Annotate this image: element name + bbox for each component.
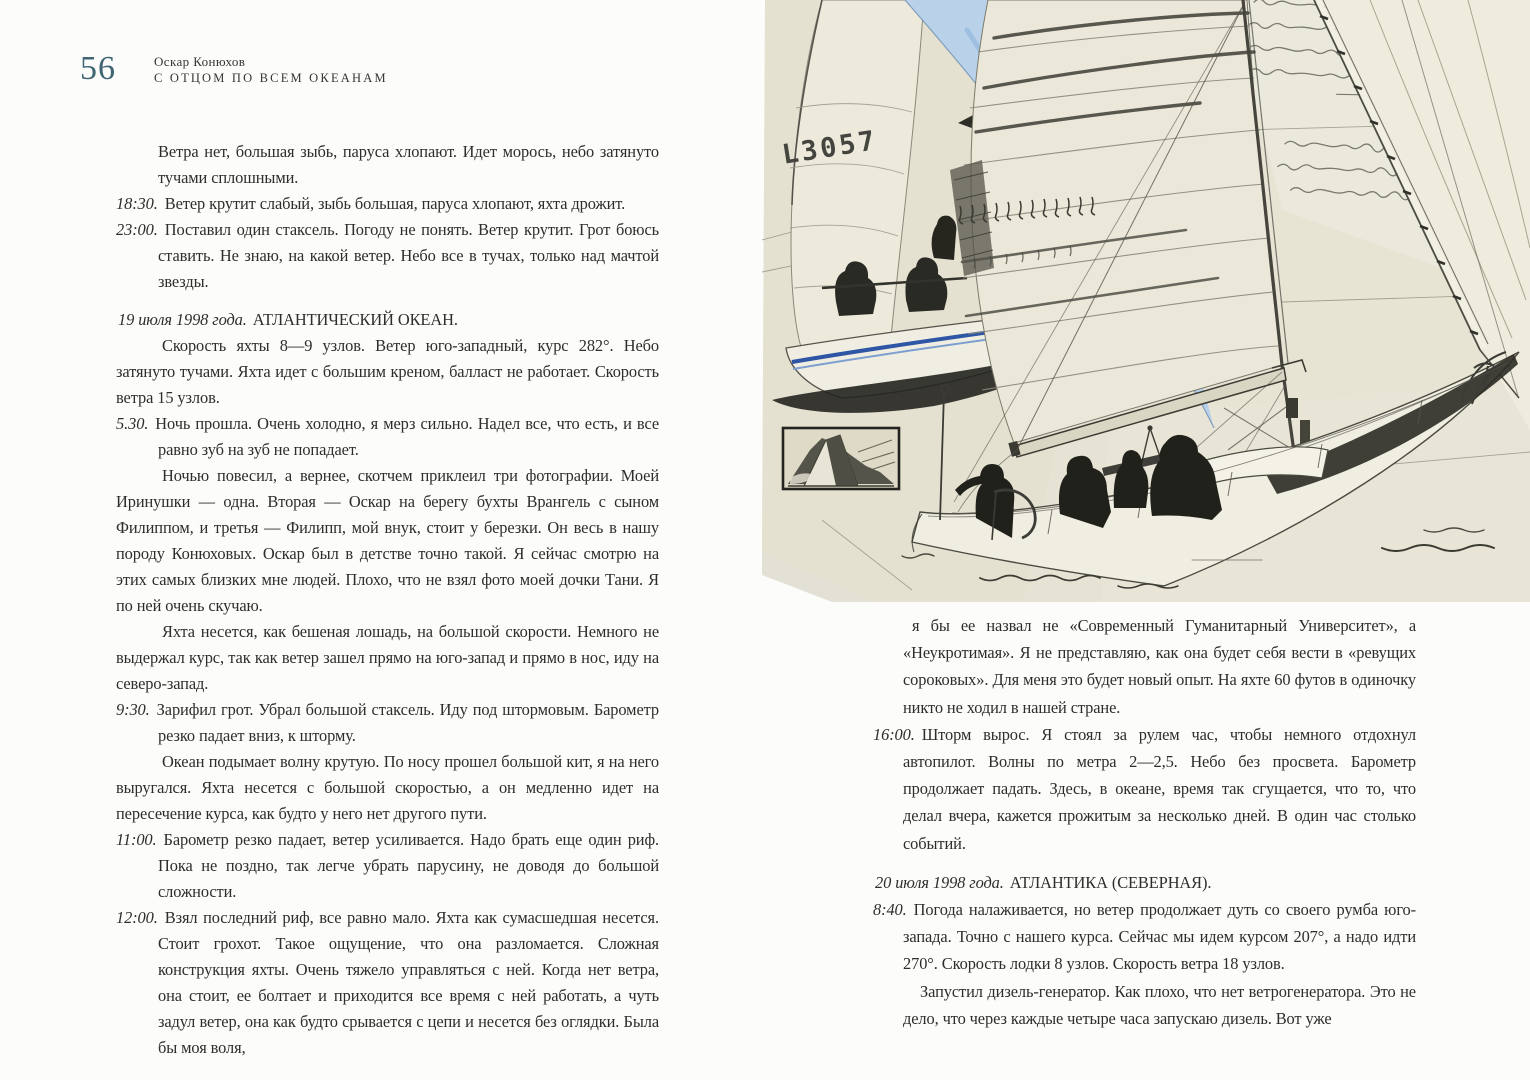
diary-entry [116, 905, 659, 1061]
book-title: С ОТЦОМ ПО ВСЕМ ОКЕАНАМ [154, 71, 388, 85]
diary-entry [116, 411, 659, 463]
diary-entry [116, 217, 659, 295]
page-header [80, 52, 388, 86]
entry-text: Ветер крутит слабый, зыбь большая, паруса хлопают, яхта дрожит. [164, 194, 626, 213]
entry-time: 23:00. [116, 220, 158, 239]
entry-text: Поставил один стаксель. Погоду не понять. Ветер крутит. Грот боюсь ставить. Не знаю, на какой ветер. Небо все в тучах, только над мачтой звезды. [158, 220, 659, 291]
entry-date: 20 июля 1998 года. [875, 872, 1004, 892]
entry-text: Погода налаживается, но ветер продолжает дуть со своего румба юго-запада. Точно с нашего курса. Сейчас мы идем курсом 207°, а надо идти 270°. Скорость лодки 8 узлов. Скорость ветра 18 узлов. [903, 900, 1416, 974]
entry-text: Ночь прошла. Очень холодно, я мерз сильно. Надел все, что есть, и все равно зуб на зуб не попадает. [155, 414, 659, 459]
entry-time: 8:40. [873, 900, 907, 920]
left-page-text [116, 139, 659, 1061]
entry-place: АТЛАНТИЧЕСКИЙ ОКЕАН. [252, 310, 458, 329]
entry-time: 5.30. [116, 414, 149, 433]
diary-entry [873, 721, 1416, 857]
diary-entry [116, 827, 659, 905]
entry-time: 18:30. [116, 194, 158, 213]
entry-text: Барометр резко падает, ветер усиливается. Надо брать еще один риф. Пока не поздно, так легче убрать парусину, не доводя до большой сложности. [158, 830, 659, 901]
right-page-text [873, 612, 1416, 1032]
diary-paragraph: Ветра нет, большая зыбь, паруса хлопают. Идет морось, небо затянуто тучами сплошными. [158, 142, 659, 187]
entry-time: 11:00. [116, 830, 157, 849]
entry-date: 19 июля 1998 года. [118, 310, 247, 329]
running-title [154, 54, 388, 86]
page-number: 56 [80, 50, 116, 87]
diary-paragraph: Яхта несется, как бешеная лошадь, на большой скорости. Немного не выдержал курс, так как ветер зашел прямо на юго-запад и прямо в нос, иду на северо-запад. [116, 622, 659, 693]
entry-place: АТЛАНТИКА (СЕВЕРНАЯ). [1009, 872, 1212, 892]
entry-text: Взял последний риф, все равно мало. Яхта как сумасшедшая несется. Стоит грохот. Такое ощущение, что она разломается. Сложная конструкция яхты. Очень тяжело управляться с ней. Когда нет ветра, она стоит, ее болтает и приходится все время с ней работать, а чуть задул ветер, она как будто срывается с цепи и несется без оглядки. Была бы моя воля, [158, 908, 659, 1057]
entry-time: 12:00. [116, 908, 158, 927]
foreground-mainsail [950, 0, 1282, 443]
diary-entry [116, 191, 659, 217]
entry-time: 9:30. [116, 700, 150, 719]
diary-paragraph: Запустил дизель-генератор. Как плохо, что нет ветрогенератора. Это не дело, что через каждые четыре часа запускаю дизель. Вот уже [903, 981, 1416, 1028]
diary-paragraph: Скорость яхты 8—9 узлов. Ветер юго-западный, курс 282°. Небо затянуто тучами. Яхта идет с большим креном, балласт не работает. Скорость ветра 15 узлов. [116, 336, 659, 407]
entry-text: Шторм вырос. Я стоял за рулем час, чтобы немного отдохнул автопилот. Волны по метра 2—2,5. Небо без просвета. Барометр продолжает падать. Здесь, в океане, время так сгущается, что то, что делал вчера, кажется прожитым за несколько дней. В один час столько событий. [903, 724, 1416, 853]
diary-paragraph: я бы ее назвал не «Современный Гуманитарный Университет», а «Неукротимая». Я не представляю, как она будет себя вести в «ревущих сороковых». Для меня это будет новый опыт. На яхте 60 футов в одиночку никто не ходил в нашей стране. [903, 616, 1416, 717]
entry-text: Зарифил грот. Убрал большой стаксель. Иду под штормовым. Барометр резко падает вниз, к шторму. [156, 700, 659, 745]
diary-paragraph: Океан подымает волну крутую. По носу прошел большой кит, я на него выругался. Яхта несется с большой скоростью, а он медленно идет на пересечение курса, как будто у него нет другого пути. [116, 752, 659, 823]
date-heading [873, 869, 1416, 896]
author-name: Оскар Конюхов [154, 54, 246, 69]
diary-entry [873, 896, 1416, 978]
entry-time: 16:00. [873, 724, 915, 744]
yacht-sketch-illustration [762, 0, 1530, 602]
diary-entry [116, 697, 659, 749]
mountain-vignette [783, 428, 899, 489]
date-heading [116, 307, 659, 333]
diary-paragraph: Ночью повесил, а вернее, скотчем приклеил три фотографии. Моей Иринушки — одна. Вторая — Оскар на берегу бухты Врангель с сыном Филиппом, и третья — Филипп, мой внук, стоит у березки. Он весь в нашу породу Конюховых. Оскар был в детстве точно такой. Я сейчас смотрю на этих самых близких мне людей. Плохо, что не взял фото моей дочки Тани. Я по ней очень скучаю. [116, 466, 659, 615]
sail-number: L3057 [779, 125, 880, 171]
